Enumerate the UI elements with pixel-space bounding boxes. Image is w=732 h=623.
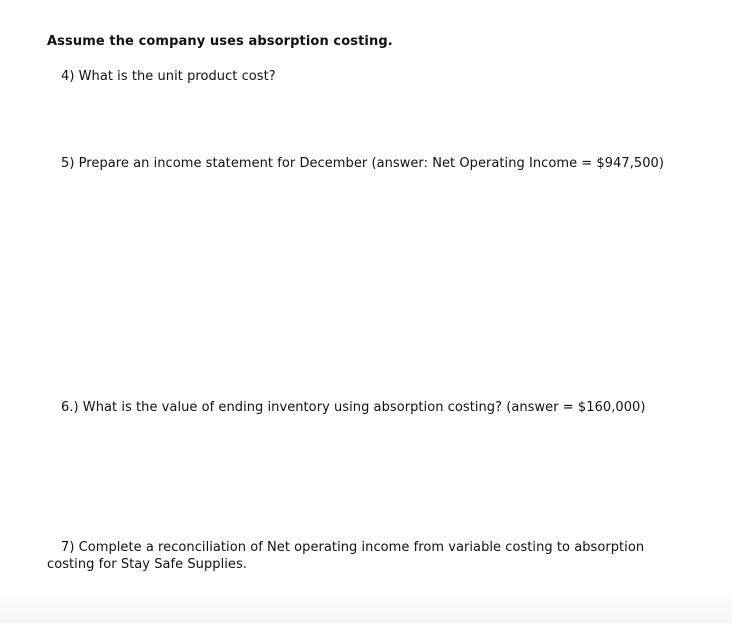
question-4: 4) What is the unit product cost? <box>61 69 276 84</box>
question-5: 5) Prepare an income statement for December (answer: Net Operating Income = $947,500) <box>61 156 664 171</box>
section-heading: Assume the company uses absorption costing. <box>47 34 393 49</box>
question-6: 6.) What is the value of ending inventory using absorption costing? (answer = $160,000) <box>61 400 646 415</box>
page-bottom-shadow <box>0 596 732 623</box>
question-7: 7) Complete a reconciliation of Net operating income from variable costing to absorption costing for Stay Safe Supplies. <box>47 540 645 572</box>
